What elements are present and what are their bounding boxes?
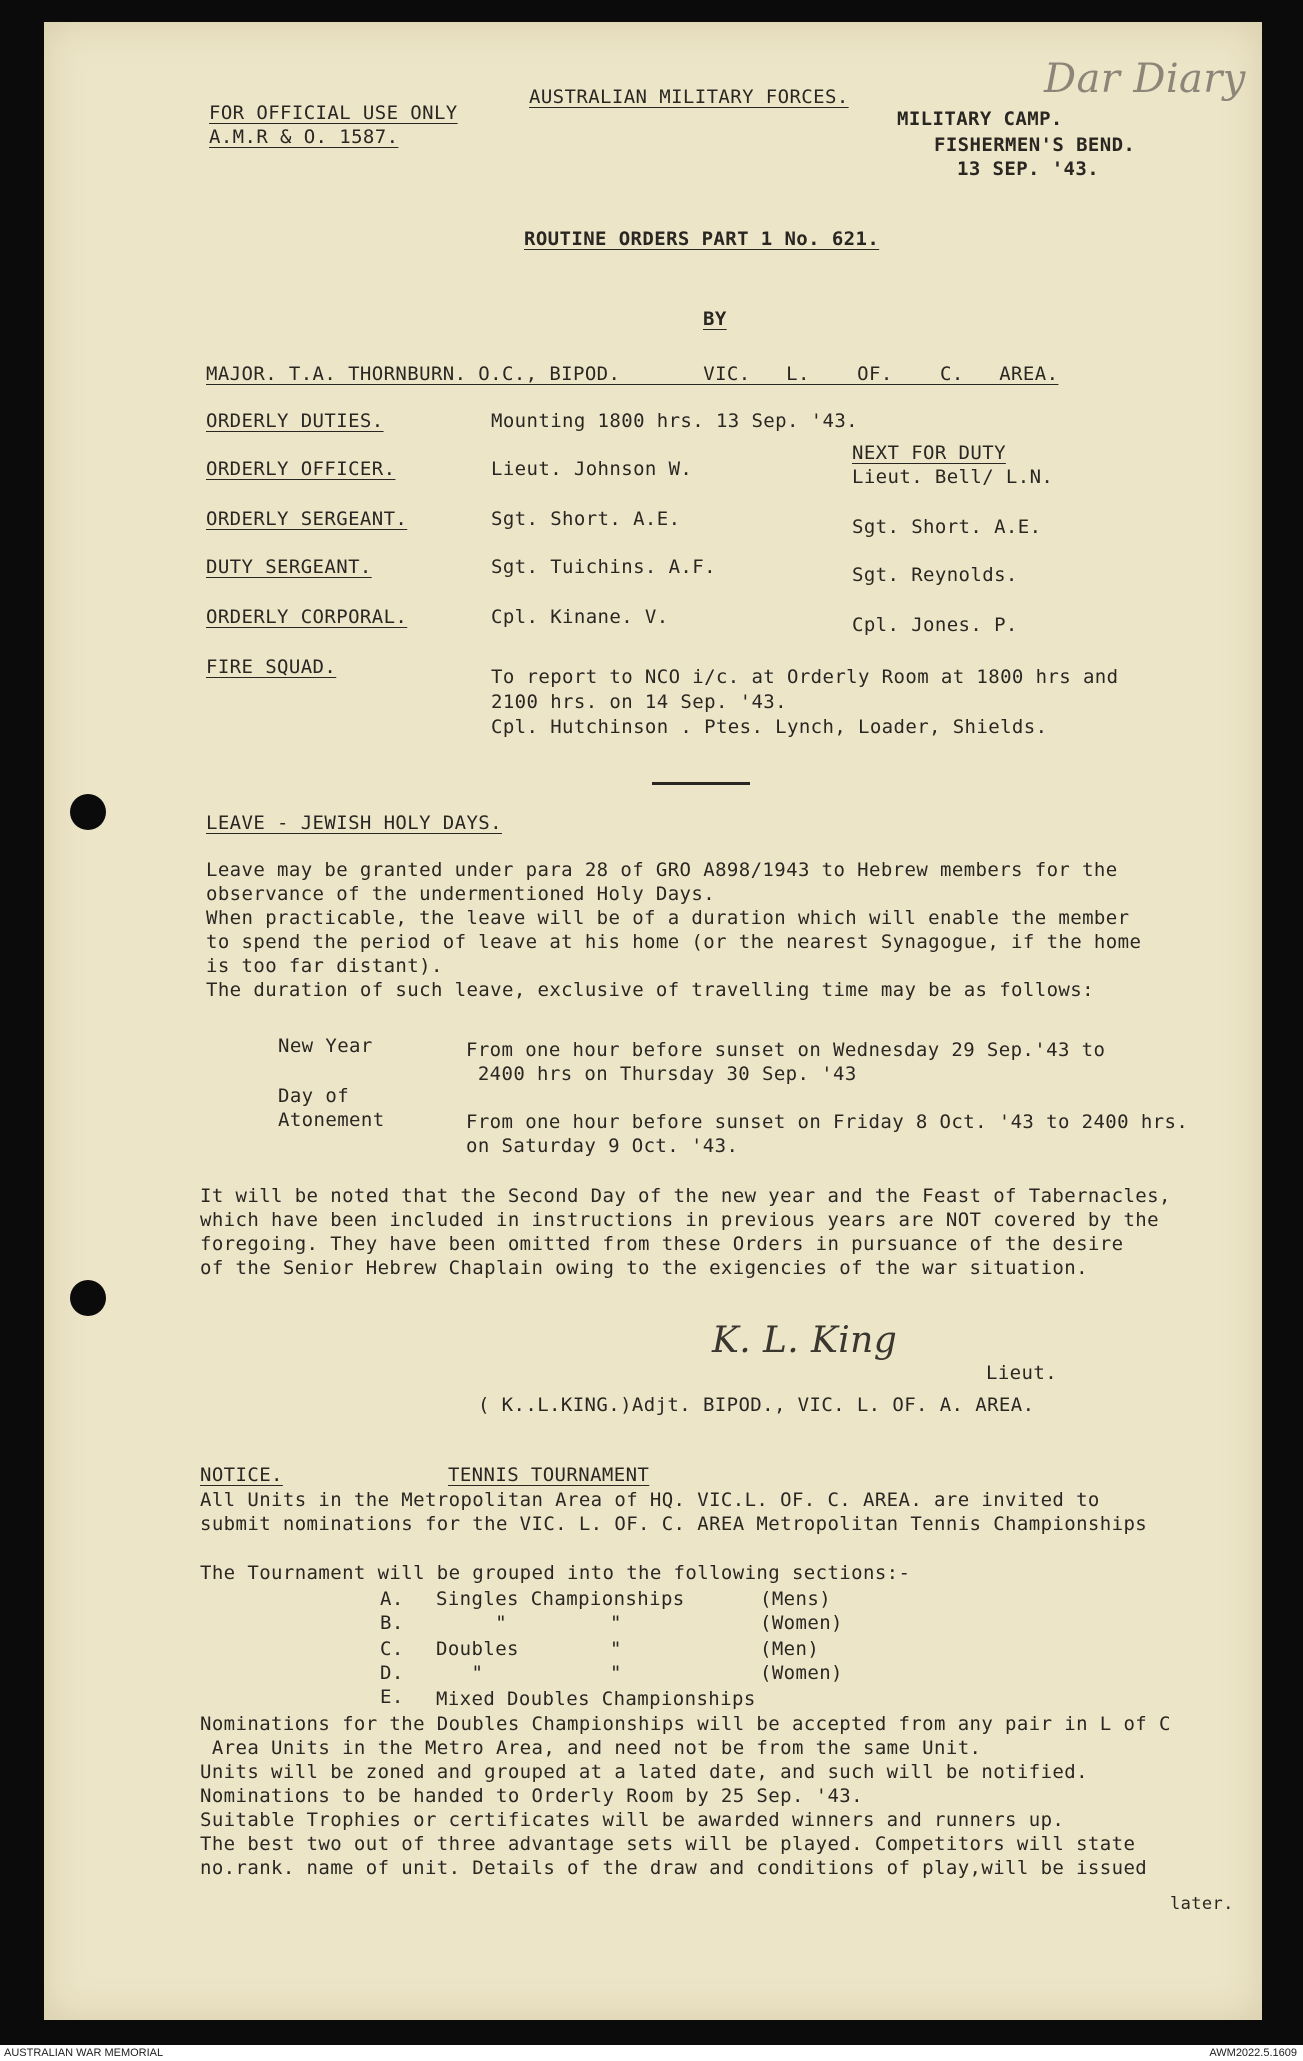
document-date: 13 SEP. '43. [957,158,1100,180]
duty-value: Cpl. Kinane. V. [491,606,669,628]
sections-intro: The Tournament will be grouped into the following sections:- [200,1562,911,1584]
duty-next: Sgt. Short. A.E. [852,516,1042,538]
document-page [44,22,1262,2020]
holy-day-detail: From one hour before sunset on Wednesday 29 Sep.'43 to 2400 hrs on Thursday 30 Sep. '43 [466,1039,1106,1085]
section-event: Mixed Doubles Championships [436,1688,756,1710]
section-ditto: " [610,1662,622,1684]
duty-label: ORDERLY OFFICER. [206,458,396,480]
duty-next: Lieut. Bell/ L.N. [852,466,1054,488]
punch-hole [70,794,106,830]
section-letter: E. [380,1686,404,1708]
camp-line-2: FISHERMEN'S BEND. [934,134,1136,156]
duty-value: Mounting 1800 hrs. 13 Sep. '43. [491,410,859,432]
section-group: (Men) [760,1638,820,1660]
section-event: Singles Championships [436,1588,685,1610]
holy-day-name: New Year [278,1035,373,1057]
page-continuation: later. [1170,1894,1234,1914]
duty-label: ORDERLY SERGEANT. [206,508,408,530]
orders-title: ROUTINE ORDERS PART 1 No. 621. [524,228,880,250]
leave-note: It will be noted that the Second Day of the new year and the Feast of Tabernacles, which have been included in instructions in previous years are NOT covered by the foregoing. They have been omitted from these Orders in pursuance of the desire of the Senior Hebrew Chaplain owing to the exigencies of the war situation. [200,1185,1171,1279]
notice-details: Nominations for the Doubles Championships will be accepted from any pair in L of C Area Units in the Metro Area, and need not be from the same Unit. Units will be zoned and grouped at a lated date, and such will be notified. Nominations to be handed to Orderly Room by 25 Sep. '43. Suitable Trophies or certificates will be awarded winners and runners up. The best two out of three advantage sets will be played. Competitors will state no.rank. name of unit. Details of the draw and conditions of play,will be issued [200,1713,1171,1879]
section-letter: B. [380,1612,404,1634]
leave-paragraph: Leave may be granted under para 28 of GRO A898/1943 to Hebrew members for the observance of the undermentioned Holy Days. When practicable, the leave will be of a duration which will enable the member to spend the period of leave at his home (or the nearest Synagogue, if the home is too far distant). The duration of such leave, exclusive of travelling time may be as follows: [206,859,1142,1001]
next-for-duty-heading: NEXT FOR DUTY [852,442,1006,464]
duty-label: ORDERLY DUTIES. [206,410,384,432]
section-letter: C. [380,1638,404,1660]
duty-label: FIRE SQUAD. [206,656,337,678]
fire-squad-detail: To report to NCO i/c. at Orderly Room at 1800 hrs and 2100 hrs. on 14 Sep. '43. Cpl. Hutchinson . Ptes. Lynch, Loader, Shields. [491,666,1119,738]
footer-archive: AUSTRALIAN WAR MEMORIAL [4,2047,164,2059]
section-ditto: " [610,1638,622,1660]
section-letter: D. [380,1662,404,1684]
section-divider [652,782,750,785]
section-ditto: " [610,1612,622,1634]
signature-rank: Lieut. [986,1362,1058,1384]
signature-line: ( K..L.KING.)Adjt. BIPOD., VIC. L. OF. A. AREA. [478,1394,1035,1416]
forces-heading: AUSTRALIAN MILITARY FORCES. [529,86,849,108]
notice-intro: All Units in the Metropolitan Area of HQ. VIC.L. OF. C. AREA. are invited to submit nominations for the VIC. L. OF. C. AREA Metropolitan Tennis Championships [200,1489,1148,1535]
duty-label: DUTY SERGEANT. [206,556,372,578]
section-event: " [436,1612,508,1634]
notice-label: NOTICE. [200,1464,283,1486]
notice-title: TENNIS TOURNAMENT [448,1464,650,1486]
duty-next: Cpl. Jones. P. [852,614,1018,636]
holy-day-name: Day of Atonement [278,1085,385,1131]
amr-reference: A.M.R & O. 1587. [209,126,399,148]
section-letter: A. [380,1588,404,1610]
duty-next: Sgt. Reynolds. [852,564,1018,586]
official-use-label: FOR OFFICIAL USE ONLY [209,102,458,124]
orders-authority: MAJOR. T.A. THORNBURN. O.C., BIPOD. VIC. L. OF. C. AREA. [206,363,1059,385]
punch-hole [70,1280,106,1316]
section-group: (Women) [760,1662,843,1684]
section-group: (Mens) [760,1588,832,1610]
duty-label: ORDERLY CORPORAL. [206,606,408,628]
holy-day-detail: From one hour before sunset on Friday 8 Oct. '43 to 2400 hrs. on Saturday 9 Oct. '43. [466,1111,1189,1157]
signature-handwriting: K. L. King [712,1320,898,1361]
orders-by: BY [703,308,727,330]
duty-value: Lieut. Johnson W. [491,458,693,480]
leave-heading: LEAVE - JEWISH HOLY DAYS. [206,812,502,834]
section-event: " [436,1662,484,1684]
section-event: Doubles [436,1638,519,1660]
handwritten-note: Dar Diary [1044,56,1246,102]
duty-value: Sgt. Tuichins. A.F. [491,556,716,578]
footer-reference: AWM2022.5.1609 [1209,2047,1297,2059]
duty-value: Sgt. Short. A.E. [491,508,681,530]
section-group: (Women) [760,1612,843,1634]
camp-line-1: MILITARY CAMP. [897,108,1063,130]
